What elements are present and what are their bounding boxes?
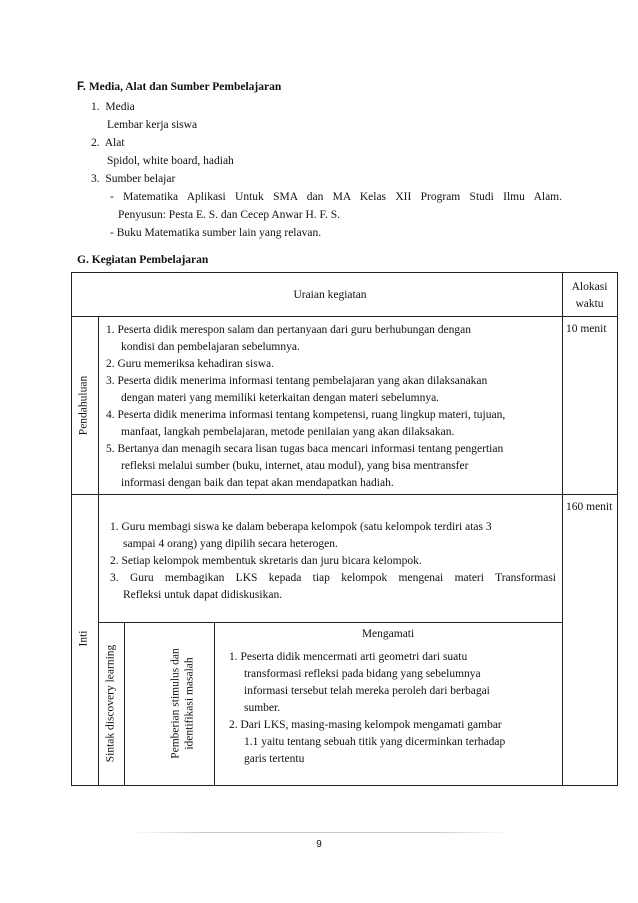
pendahuluan-label: Pendahuluan [77, 375, 90, 436]
inti-line: sampai 4 orang) yang dipilih secara heterogen. [123, 538, 338, 550]
inti-label: Inti [77, 630, 90, 647]
inti-line: Refleksi untuk dapat didiskusikan. [123, 589, 283, 601]
section-f-letter: F. [77, 81, 86, 93]
source-item-cont: Penyusun: Pesta E. S. dan Cecep Anwar H. F. S. [118, 209, 341, 221]
pendahuluan-line: 3. Peserta didik menerima informasi tentang pembelajaran yang akan dilaksanakan [106, 375, 488, 387]
pendahuluan-line: 2. Guru memeriksa kehadiran siswa. [106, 358, 274, 370]
mengamati-line: 1. Peserta didik mencermati arti geometri dari suatu [229, 651, 468, 663]
pendahuluan-line: informasi dengan baik dan tepat akan mendapatkan hadiah. [121, 477, 394, 489]
inti-line: 1. Guru membagi siswa ke dalam beberapa kelompok (satu kelompok terdiri atas 3 [110, 521, 492, 533]
list-item: 3. Sumber belajar [91, 173, 176, 185]
mengamati-line: 2. Dari LKS, masing-masing kelompok mengamati gambar [229, 719, 502, 731]
mengamati-line: 1.1 yaitu tentang sebuah titik yang dicerminkan terhadap [244, 736, 506, 748]
inti-line: 2. Setiap kelompok membentuk skretaris dan juru bicara kelompok. [110, 555, 422, 567]
header-uraian: Uraian kegiatan [293, 289, 367, 301]
page-number: 9 [316, 839, 322, 850]
pendahuluan-line: dengan materi yang memiliki keterkaitan dengan materi sebelumnya. [121, 392, 440, 404]
pendahuluan-line: manfaat, langkah pembelajaran, metode penilaian yang akan dilaksakan. [121, 426, 455, 438]
list-item-detail: Spidol, white board, hadiah [107, 155, 234, 167]
pendahuluan-line: kondisi dan pembelajaran sebelumnya. [121, 341, 300, 353]
pendahuluan-line: 4. Peserta didik menerima informasi tentang kompetensi, ruang lingkup materi, tujuan, [106, 409, 506, 421]
section-f-heading [77, 80, 281, 94]
header-waktu: waktu [575, 298, 604, 310]
section-g-title: G. Kegiatan Pembelajaran [77, 254, 209, 266]
mengamati-line: sumber. [244, 702, 281, 714]
mengamati-line: informasi tersebut telah mereka peroleh dari berbagai [244, 685, 490, 697]
inti-time: 160 menit [566, 501, 613, 513]
pendahuluan-line: 1. Peserta didik merespon salam dan pertanyaan dari guru berhubungan dengan [106, 324, 472, 336]
pendahuluan-line: refleksi melalui sumber (buku, internet, atau modul), yang bisa mentransfer [121, 460, 469, 472]
stimulus-label-2: identifikasi masalah [183, 657, 196, 750]
section-f-title: Media, Alat dan Sumber Pembelajaran [88, 81, 282, 93]
list-item-detail: Lembar kerja siswa [107, 119, 198, 131]
sintak-label: Sintak discovery learning [104, 644, 117, 763]
source-item: - Matematika Aplikasi Untuk SMA dan MA Kelas XII Program Studi Ilmu Alam. [110, 191, 562, 203]
list-item: 2. Alat [91, 137, 125, 149]
pendahuluan-line: 5. Bertanya dan menagih secara lisan tugas baca mencari informasi tentang pengertian [106, 443, 504, 455]
footer-divider [130, 832, 510, 833]
source-item: - Buku Matematika sumber lain yang relavan. [110, 227, 322, 239]
mengamati-title: Mengamati [361, 628, 415, 640]
stimulus-label-1: Pemberian stimulus dan [169, 648, 182, 759]
mengamati-line: transformasi refleksi pada bidang yang sebelumnya [244, 668, 481, 680]
mengamati-line: garis tertentu [244, 753, 305, 765]
header-alokasi: Alokasi [571, 281, 608, 293]
inti-line: 3. Guru membagikan LKS kepada tiap kelompok mengenai materi Transformasi [110, 572, 556, 584]
pendahuluan-time: 10 menit [566, 323, 607, 335]
list-item: 1. Media [91, 101, 135, 113]
